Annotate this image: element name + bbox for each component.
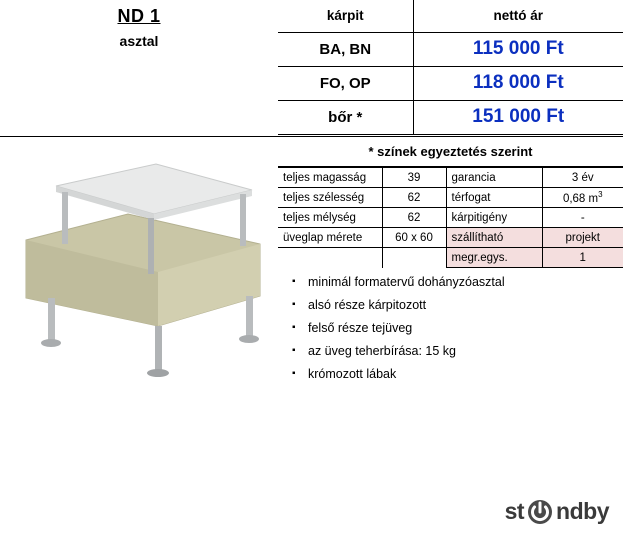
- header-block: [0, 0, 623, 137]
- logo-text-left: st: [504, 497, 525, 524]
- table-row: [278, 208, 623, 228]
- spec-value-2-text: 0,68 m: [562, 192, 599, 205]
- list-item: ▪ az üveg teherbírása: 15 kg: [306, 341, 618, 362]
- spec-value-2: [542, 228, 623, 248]
- product-title-cell: [0, 0, 278, 136]
- price-table: [278, 0, 623, 135]
- spec-label-2: szállítható: [446, 228, 542, 248]
- price-value: 151 000 Ft: [413, 100, 623, 134]
- spec-label-2: megr.egys.: [446, 248, 542, 268]
- table-row: [278, 32, 623, 66]
- table-row: [278, 188, 623, 208]
- table-row: [278, 66, 623, 100]
- brand-logo: [505, 496, 609, 526]
- spec-label-2: térfogat: [446, 188, 542, 208]
- unit-superscript: 3: [598, 190, 603, 200]
- list-item: ▪ felső része tejüveg: [306, 318, 618, 339]
- price-header-net-price: nettó ár: [413, 0, 623, 32]
- spec-value-2-text: -: [580, 211, 585, 224]
- spec-label-empty: [278, 248, 382, 268]
- logo-text-right: ndby: [556, 497, 609, 524]
- spec-value-empty: [382, 248, 446, 268]
- table-row: [278, 100, 623, 134]
- spec-label-2: garancia: [446, 168, 542, 188]
- spec-value-2: [542, 188, 623, 208]
- product-type: asztal: [119, 33, 159, 49]
- spec-value: 60 x 60: [382, 228, 446, 248]
- spec-label: üveglap mérete: [278, 228, 382, 248]
- product-photo: [8, 148, 276, 388]
- coffee-table-illustration: [8, 148, 276, 388]
- price-category: bőr *: [278, 100, 413, 134]
- spec-label: teljes szélesség: [278, 188, 382, 208]
- spec-label-2: kárpitigény: [446, 208, 542, 228]
- price-header-upholstery: kárpit: [278, 0, 413, 32]
- power-icon: [525, 496, 555, 526]
- spec-value-2-text: 1: [579, 251, 586, 264]
- spec-value-2: [542, 168, 623, 188]
- table-row: [278, 248, 623, 268]
- spec-value-2-text: projekt: [565, 231, 601, 244]
- table-row: [278, 228, 623, 248]
- list-item: ▪ krómozott lábak: [306, 364, 618, 385]
- price-value: 115 000 Ft: [413, 32, 623, 66]
- spec-value-2: [542, 248, 623, 268]
- color-note: * színek egyeztetés szerint: [278, 138, 623, 167]
- list-item: ▪ alsó része kárpitozott: [306, 295, 618, 316]
- table-row: [278, 168, 623, 188]
- specifications-table: [278, 167, 623, 268]
- page-title: ND 1: [117, 6, 161, 26]
- spec-value-2-text: 3 év: [571, 171, 594, 184]
- spec-value-2: [542, 208, 623, 228]
- price-category: FO, OP: [278, 66, 413, 100]
- spec-label: teljes mélység: [278, 208, 382, 228]
- features-list: [288, 272, 618, 387]
- list-item: ▪ minimál formatervű dohányzóasztal: [306, 272, 618, 293]
- price-table-header-row: [278, 0, 623, 32]
- spec-label: teljes magasság: [278, 168, 382, 188]
- spec-value: 62: [382, 208, 446, 228]
- spec-value: 62: [382, 188, 446, 208]
- price-value: 118 000 Ft: [413, 66, 623, 100]
- spec-value: 39: [382, 168, 446, 188]
- price-category: BA, BN: [278, 32, 413, 66]
